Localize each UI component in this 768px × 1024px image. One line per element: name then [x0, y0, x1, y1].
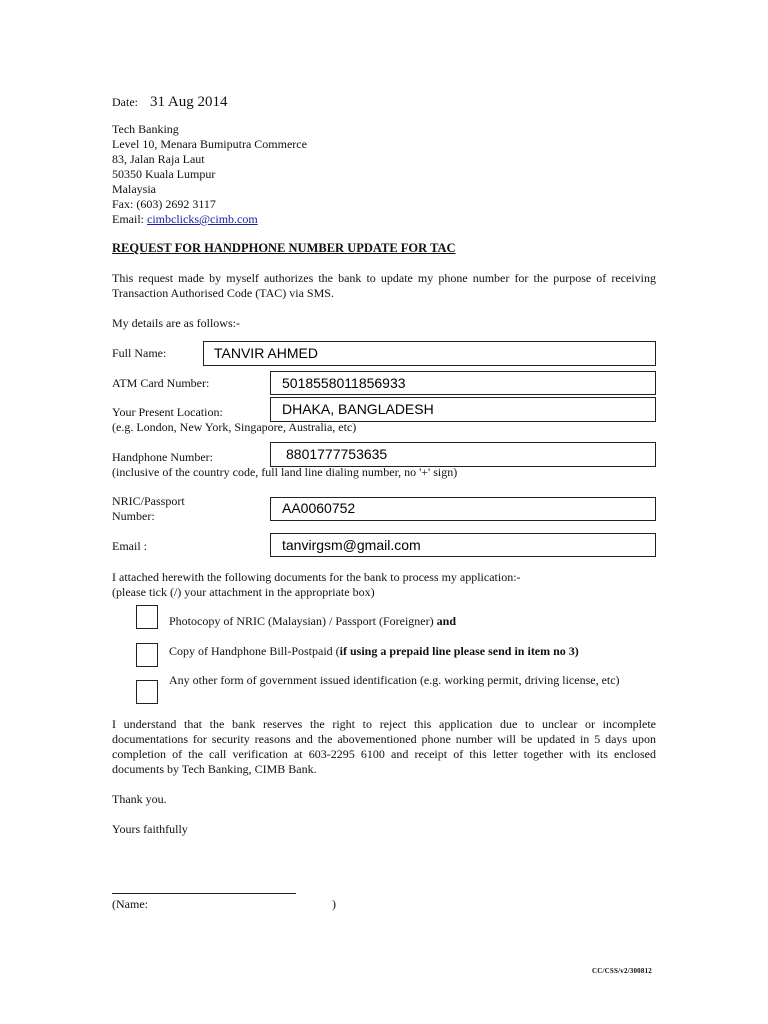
attach-item-text: Copy of Handphone Bill-Postpaid ( [169, 644, 340, 658]
nric-label [112, 494, 185, 524]
signature-line [112, 893, 296, 894]
attach-item-3: Any other form of government issued identification (e.g. working permit, driving license, etc) [169, 673, 620, 687]
attach-item-2 [169, 644, 579, 659]
address-line: Malaysia [112, 182, 156, 196]
attach-item-bold: if using a prepaid line please send in item no 3) [339, 644, 579, 658]
attach-instructions [112, 570, 521, 600]
full-name-field[interactable] [203, 341, 656, 366]
understand-paragraph: I understand that the bank reserves the right to reject this application due to unclear or incomplete documentations for security reasons and the abovementioned phone number will be updated in 5 days upon completion of the call verification at 603-2295 6100 and receipt of this letter together with its enclosed documents by Tech Banking, CIMB Bank. [112, 717, 656, 776]
handphone-value: 8801777753635 [286, 446, 388, 462]
attach-item-bold: and [436, 614, 456, 628]
attach-checkbox-3[interactable] [136, 680, 158, 704]
date-value: 31 Aug 2014 [150, 94, 228, 110]
nric-value: AA0060752 [282, 500, 356, 516]
location-value: DHAKA, BANGLADESH [282, 401, 434, 417]
handphone-hint: (inclusive of the country code, full land line dialing number, no '+' sign) [112, 465, 458, 479]
attach-line: I attached herewith the following documents for the bank to process my application:- [112, 570, 521, 584]
atm-card-label: ATM Card Number: [112, 376, 210, 390]
email-value: tanvirgsm@gmail.com [282, 537, 421, 553]
location-label: Your Present Location: [112, 405, 223, 419]
footer-code: CC/CSS/v2/300812 [592, 967, 652, 975]
details-intro: My details are as follows:- [112, 316, 240, 330]
address-line: 50350 Kuala Lumpur [112, 167, 216, 181]
address-email-row [112, 212, 307, 227]
address-line: 83, Jalan Raja Laut [112, 152, 205, 166]
email-field[interactable] [270, 533, 656, 557]
address-line: Level 10, Menara Bumiputra Commerce [112, 137, 307, 151]
attach-item-text: Photocopy of NRIC (Malaysian) / Passport (Foreigner) [169, 614, 437, 628]
full-name-label: Full Name: [112, 346, 167, 360]
date-label: Date: [112, 95, 138, 109]
attach-checkbox-2[interactable] [136, 643, 158, 667]
nric-label-line: Number: [112, 509, 155, 523]
attach-line: (please tick (/) your attachment in the appropriate box) [112, 585, 375, 599]
handphone-label: Handphone Number: [112, 450, 213, 464]
nric-label-line: NRIC/Passport [112, 494, 185, 508]
address-line: Tech Banking [112, 122, 179, 136]
thank-you: Thank you. [112, 792, 167, 806]
attach-checkbox-1[interactable] [136, 605, 158, 629]
closing: Yours faithfully [112, 822, 188, 836]
location-field[interactable] [270, 397, 656, 422]
attach-item-1 [169, 614, 456, 629]
intro-paragraph: This request made by myself authorizes the bank to update my phone number for the purpose of receiving Transaction Authorised Code (TAC) via SMS. [112, 271, 656, 300]
atm-card-field[interactable] [270, 371, 656, 395]
date-row [112, 93, 228, 111]
atm-card-value: 5018558011856933 [282, 375, 406, 391]
email-label: Email: [112, 212, 147, 226]
recipient-address [112, 122, 307, 227]
address-line: Fax: (603) 2692 3117 [112, 197, 216, 211]
signature-name-label: (Name: [112, 897, 148, 911]
page-title: REQUEST FOR HANDPHONE NUMBER UPDATE FOR TAC [112, 241, 456, 255]
signature-close-paren: ) [332, 897, 336, 911]
email-link[interactable]: cimbclicks@cimb.com [147, 212, 258, 226]
nric-field[interactable] [270, 497, 656, 521]
email-field-label: Email : [112, 539, 147, 553]
full-name-value: TANVIR AHMED [214, 345, 318, 361]
handphone-field[interactable] [270, 442, 656, 467]
location-hint: (e.g. London, New York, Singapore, Australia, etc) [112, 420, 357, 434]
